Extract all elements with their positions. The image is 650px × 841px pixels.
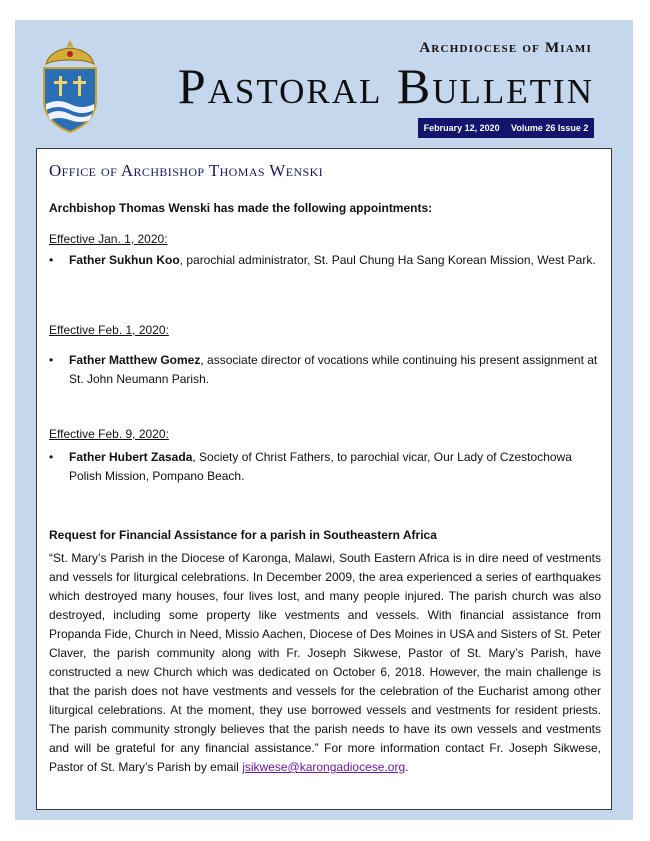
archdiocese-crest-icon xyxy=(38,38,102,136)
appointee-name: Father Matthew Gomez xyxy=(69,353,201,367)
office-heading: Office of Archbishop Thomas Wenski xyxy=(49,161,324,180)
list-item xyxy=(49,351,601,389)
request-heading: Request for Financial Assistance for a parish in Southeastern Africa xyxy=(49,528,437,542)
bullet-icon: • xyxy=(49,253,54,267)
bulletin-title: Pastoral Bulletin xyxy=(177,58,594,114)
appointments-intro: Archbishop Thomas Wenski has made the following appointments: xyxy=(49,201,433,215)
bullet-icon: • xyxy=(49,353,54,367)
effective-date: Effective Feb. 9, 2020: xyxy=(49,427,169,441)
request-text: “St. Mary’s Parish in the Diocese of Karonga, Malawi, South Eastern Africa is in dire need of vestments and vessels for liturgical celebrations. In December 2009, the area experienced a series of earthquakes which destroyed many houses, four lives lost, and many people injured. The parish church was also destroyed, including some property like vestments and vessels. With financial assistance from Propanda Fide, Church in Need, Missio Aachen, Diocese of Des Moines in USA and Sisters of St. Peter Claver, the parish community along with Fr. Joseph Sikwese, Pastor of St. Mary’s Parish, have constructed a new Church which was dedicated on October 6, 2018. However, the main challenge is that the parish does not have vestments and vessels for the celebration of the Eucharist among other liturgical celebrations. At the moment, they use borrowed vessels and vestments for resident priests. The parish community strongly believes that the parish needs to have its own vessels and vestments and will be grateful for any financial assistance.” For more information contact Fr. Joseph Sikwese, Pastor of St. Mary’s Parish by email xyxy=(49,551,601,774)
effective-date: Effective Jan. 1, 2020: xyxy=(49,232,168,246)
list-item xyxy=(49,251,601,270)
effective-date: Effective Feb. 1, 2020: xyxy=(49,323,169,337)
appointee-name: Father Hubert Zasada xyxy=(69,450,193,464)
archdiocese-name: Archdiocese of Miami xyxy=(419,40,592,56)
list-item xyxy=(49,448,601,486)
appointment-detail: , Society of Christ Fathers, to parochial vicar, Our Lady of Czestochowa Polish Mission, Pompano Beach. xyxy=(69,450,572,483)
bullet-icon: • xyxy=(49,450,54,464)
issue-volume: Volume 26 Issue 2 xyxy=(510,123,589,133)
content-box xyxy=(36,148,612,810)
request-end: . xyxy=(405,760,409,774)
date-band xyxy=(418,118,594,138)
issue-date: February 12, 2020 xyxy=(423,123,500,133)
appointment-detail: , associate director of vocations while continuing his present assignment at St. John Neumann Parish. xyxy=(69,353,598,386)
email-link[interactable]: jsikwese@karongadiocese.org xyxy=(242,760,406,774)
appointment-detail: , parochial administrator, St. Paul Chung Ha Sang Korean Mission, West Park. xyxy=(179,253,596,267)
request-paragraph xyxy=(49,549,601,777)
appointee-name: Father Sukhun Koo xyxy=(69,253,180,267)
